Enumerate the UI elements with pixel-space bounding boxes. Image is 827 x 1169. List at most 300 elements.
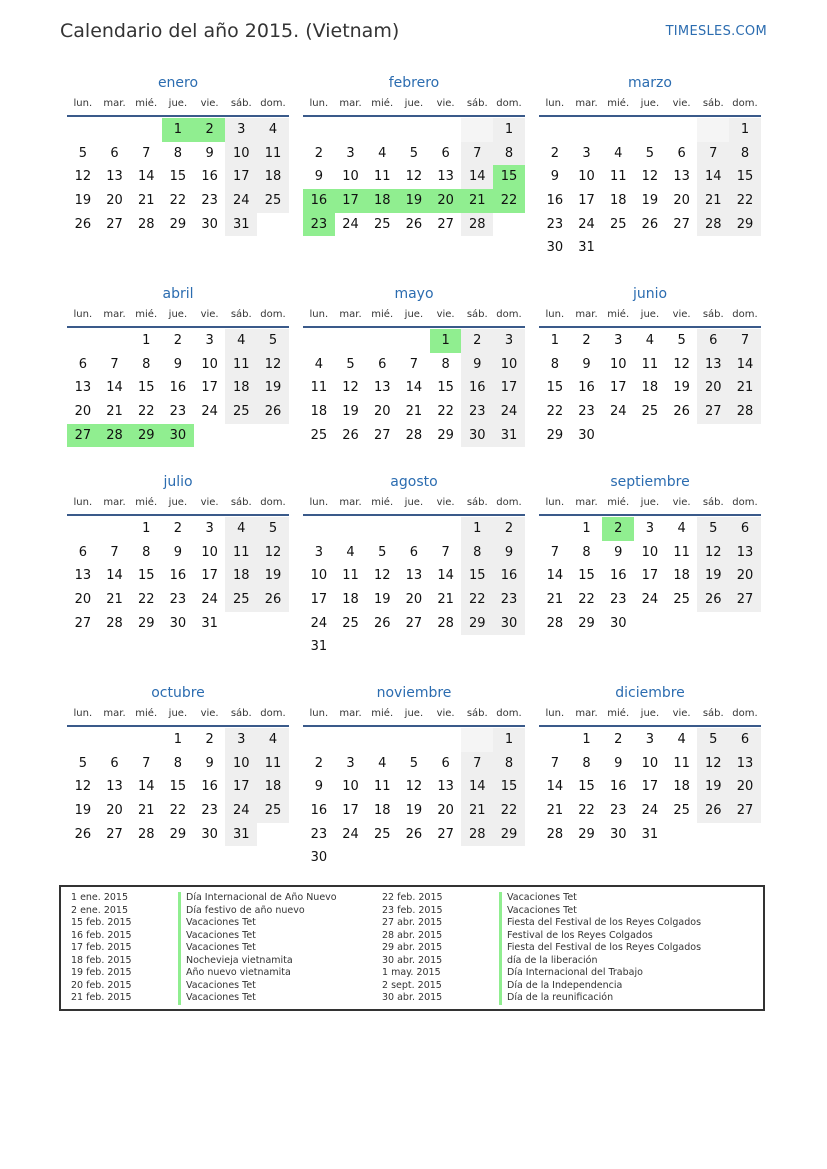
day-cell[interactable]: 18 [257, 775, 289, 799]
holiday-day-cell[interactable]: 27 [67, 424, 99, 448]
holiday-day-cell[interactable]: 15 [493, 165, 525, 189]
day-cell[interactable]: 13 [437, 169, 454, 185]
day-cell[interactable]: 11 [641, 356, 659, 372]
day-cell[interactable]: 4 [614, 145, 623, 161]
day-cell[interactable]: 28 [546, 615, 564, 631]
day-cell[interactable]: 8 [461, 541, 493, 565]
day-cell[interactable]: 24 [225, 799, 257, 823]
day-cell[interactable]: 16 [169, 380, 187, 396]
day-cell[interactable]: 21 [106, 404, 123, 420]
day-cell[interactable]: 15 [137, 568, 155, 584]
day-cell[interactable]: 30 [546, 240, 564, 256]
day-cell[interactable]: 18 [310, 404, 328, 420]
day-cell[interactable]: 14 [106, 568, 123, 584]
day-cell[interactable]: 5 [697, 728, 729, 752]
day-cell[interactable]: 28 [137, 826, 155, 842]
day-cell[interactable]: 6 [677, 145, 686, 161]
day-cell[interactable]: 24 [342, 826, 359, 842]
day-cell[interactable]: 29 [546, 427, 564, 443]
day-cell[interactable]: 4 [677, 521, 686, 536]
day-cell[interactable]: 24 [225, 189, 257, 213]
day-cell[interactable]: 13 [729, 541, 761, 565]
day-cell[interactable]: 19 [257, 376, 289, 400]
day-cell[interactable]: 3 [645, 732, 655, 747]
day-cell[interactable]: 2 [314, 755, 323, 771]
day-cell[interactable]: 14 [461, 775, 493, 799]
day-cell[interactable]: 5 [645, 145, 655, 161]
day-cell[interactable]: 19 [74, 193, 92, 209]
day-cell[interactable]: 14 [461, 165, 493, 189]
day-cell[interactable]: 6 [697, 329, 729, 353]
day-cell[interactable]: 18 [373, 803, 391, 819]
day-cell[interactable]: 16 [609, 779, 627, 795]
day-cell[interactable]: 7 [461, 142, 493, 166]
day-cell[interactable]: 6 [378, 356, 387, 372]
day-cell[interactable]: 24 [201, 592, 218, 608]
day-cell[interactable]: 2 [173, 333, 183, 348]
day-cell[interactable]: 20 [106, 803, 123, 819]
day-cell[interactable]: 18 [257, 165, 289, 189]
day-cell[interactable]: 5 [409, 145, 419, 161]
day-cell[interactable]: 24 [578, 216, 595, 232]
day-cell[interactable]: 29 [137, 615, 155, 631]
day-cell[interactable]: 9 [614, 755, 623, 771]
day-cell[interactable]: 9 [461, 353, 493, 377]
day-cell[interactable]: 27 [74, 615, 92, 631]
day-cell[interactable]: 23 [546, 216, 564, 232]
holiday-day-cell[interactable]: 23 [303, 213, 335, 237]
day-cell[interactable]: 18 [673, 568, 690, 584]
day-cell[interactable]: 7 [461, 752, 493, 776]
day-cell[interactable]: 10 [342, 169, 359, 185]
day-cell[interactable]: 7 [110, 356, 119, 372]
day-cell[interactable]: 26 [697, 588, 729, 612]
day-cell[interactable]: 20 [106, 193, 123, 209]
day-cell[interactable]: 28 [461, 823, 493, 847]
day-cell[interactable]: 27 [437, 216, 454, 232]
day-cell[interactable]: 26 [641, 216, 659, 232]
day-cell[interactable]: 31 [641, 826, 659, 842]
day-cell[interactable]: 3 [205, 521, 214, 536]
day-cell[interactable]: 26 [257, 400, 289, 424]
day-cell[interactable]: 28 [437, 615, 454, 631]
day-cell[interactable]: 18 [225, 564, 257, 588]
day-cell[interactable]: 31 [201, 615, 218, 631]
day-cell[interactable]: 26 [673, 404, 690, 420]
day-cell[interactable]: 22 [169, 193, 187, 209]
day-cell[interactable]: 8 [173, 145, 183, 161]
holiday-day-cell[interactable]: 17 [335, 189, 367, 213]
day-cell[interactable]: 24 [201, 404, 218, 420]
day-cell[interactable]: 7 [441, 544, 450, 560]
day-cell[interactable]: 26 [405, 826, 423, 842]
day-cell[interactable]: 30 [310, 850, 328, 866]
day-cell[interactable]: 14 [137, 169, 155, 185]
day-cell[interactable]: 4 [346, 544, 355, 560]
day-cell[interactable]: 17 [201, 380, 218, 396]
day-cell[interactable]: 24 [609, 404, 627, 420]
day-cell[interactable]: 25 [342, 615, 359, 631]
day-cell[interactable]: 12 [405, 169, 423, 185]
day-cell[interactable]: 27 [373, 427, 391, 443]
day-cell[interactable]: 14 [405, 380, 423, 396]
day-cell[interactable]: 15 [578, 568, 595, 584]
day-cell[interactable]: 20 [729, 564, 761, 588]
day-cell[interactable]: 16 [546, 193, 564, 209]
day-cell[interactable]: 2 [314, 145, 323, 161]
day-cell[interactable]: 11 [257, 142, 289, 166]
day-cell[interactable]: 6 [441, 755, 450, 771]
day-cell[interactable]: 5 [378, 544, 387, 560]
day-cell[interactable]: 6 [78, 544, 87, 560]
day-cell[interactable]: 18 [641, 380, 659, 396]
day-cell[interactable]: 15 [546, 380, 564, 396]
holiday-day-cell[interactable]: 2 [194, 118, 226, 142]
day-cell[interactable]: 7 [142, 145, 151, 161]
day-cell[interactable]: 12 [697, 752, 729, 776]
day-cell[interactable]: 21 [697, 189, 729, 213]
day-cell[interactable]: 7 [550, 755, 559, 771]
day-cell[interactable]: 10 [641, 544, 659, 560]
day-cell[interactable]: 9 [173, 544, 183, 560]
day-cell[interactable]: 12 [257, 541, 289, 565]
day-cell[interactable]: 25 [257, 799, 289, 823]
day-cell[interactable]: 23 [169, 592, 187, 608]
day-cell[interactable]: 8 [582, 755, 591, 771]
day-cell[interactable]: 17 [201, 568, 218, 584]
day-cell[interactable]: 16 [461, 376, 493, 400]
day-cell[interactable]: 12 [697, 541, 729, 565]
day-cell[interactable]: 16 [310, 803, 328, 819]
day-cell[interactable]: 12 [74, 779, 92, 795]
day-cell[interactable]: 3 [645, 521, 655, 536]
day-cell[interactable]: 3 [614, 333, 623, 348]
day-cell[interactable]: 14 [546, 568, 564, 584]
day-cell[interactable]: 26 [697, 799, 729, 823]
day-cell[interactable]: 2 [205, 732, 214, 747]
day-cell[interactable]: 25 [225, 588, 257, 612]
holiday-day-cell[interactable]: 30 [162, 424, 194, 448]
brand-logo[interactable]: TIMESLES.COM [665, 24, 767, 39]
day-cell[interactable]: 14 [546, 779, 564, 795]
day-cell[interactable]: 14 [137, 779, 155, 795]
day-cell[interactable]: 15 [169, 169, 187, 185]
day-cell[interactable]: 16 [169, 568, 187, 584]
day-cell[interactable]: 13 [673, 169, 690, 185]
day-cell[interactable]: 17 [493, 376, 525, 400]
day-cell[interactable]: 19 [405, 803, 423, 819]
day-cell[interactable]: 1 [582, 521, 591, 536]
day-cell[interactable]: 22 [578, 592, 595, 608]
day-cell[interactable]: 9 [582, 356, 591, 372]
day-cell[interactable]: 21 [461, 799, 493, 823]
day-cell[interactable]: 25 [641, 404, 659, 420]
day-cell[interactable]: 23 [493, 588, 525, 612]
day-cell[interactable]: 2 [461, 329, 493, 353]
day-cell[interactable]: 30 [609, 826, 627, 842]
day-cell[interactable]: 16 [201, 779, 218, 795]
day-cell[interactable]: 13 [437, 779, 454, 795]
day-cell[interactable]: 22 [437, 404, 454, 420]
day-cell[interactable]: 1 [550, 333, 559, 348]
day-cell[interactable]: 27 [729, 799, 761, 823]
day-cell[interactable]: 10 [225, 142, 257, 166]
day-cell[interactable]: 14 [437, 568, 454, 584]
day-cell[interactable]: 30 [169, 615, 187, 631]
day-cell[interactable]: 26 [405, 216, 423, 232]
day-cell[interactable]: 3 [205, 333, 214, 348]
day-cell[interactable]: 6 [409, 544, 419, 560]
day-cell[interactable]: 13 [74, 568, 92, 584]
day-cell[interactable]: 4 [257, 728, 289, 752]
holiday-day-cell[interactable]: 29 [130, 424, 162, 448]
day-cell[interactable]: 29 [578, 826, 595, 842]
day-cell[interactable]: 16 [578, 380, 595, 396]
day-cell[interactable]: 29 [169, 216, 187, 232]
day-cell[interactable]: 5 [257, 329, 289, 353]
holiday-day-cell[interactable]: 1 [162, 118, 194, 142]
day-cell[interactable]: 21 [405, 404, 423, 420]
day-cell[interactable]: 21 [546, 803, 564, 819]
day-cell[interactable]: 5 [677, 333, 686, 348]
day-cell[interactable]: 11 [373, 779, 391, 795]
day-cell[interactable]: 29 [169, 826, 187, 842]
day-cell[interactable]: 22 [578, 803, 595, 819]
day-cell[interactable]: 22 [137, 404, 155, 420]
day-cell[interactable]: 4 [378, 145, 387, 161]
day-cell[interactable]: 23 [201, 193, 218, 209]
day-cell[interactable]: 25 [225, 400, 257, 424]
day-cell[interactable]: 17 [225, 165, 257, 189]
day-cell[interactable]: 17 [310, 592, 328, 608]
day-cell[interactable]: 31 [225, 213, 257, 237]
day-cell[interactable]: 4 [225, 517, 257, 541]
day-cell[interactable]: 28 [461, 213, 493, 237]
day-cell[interactable]: 8 [142, 544, 151, 560]
day-cell[interactable]: 26 [373, 615, 391, 631]
day-cell[interactable]: 23 [310, 826, 328, 842]
day-cell[interactable]: 1 [173, 732, 183, 747]
day-cell[interactable]: 17 [225, 775, 257, 799]
day-cell[interactable]: 25 [673, 803, 690, 819]
day-cell[interactable]: 10 [493, 353, 525, 377]
holiday-day-cell[interactable]: 22 [493, 189, 525, 213]
holiday-day-cell[interactable]: 28 [99, 424, 131, 448]
day-cell[interactable]: 5 [257, 517, 289, 541]
day-cell[interactable]: 7 [142, 755, 151, 771]
day-cell[interactable]: 8 [582, 544, 591, 560]
day-cell[interactable]: 1 [142, 521, 151, 536]
day-cell[interactable]: 20 [729, 775, 761, 799]
day-cell[interactable]: 13 [106, 779, 123, 795]
day-cell[interactable]: 18 [673, 779, 690, 795]
day-cell[interactable]: 8 [142, 356, 151, 372]
day-cell[interactable]: 20 [673, 193, 690, 209]
day-cell[interactable]: 3 [225, 118, 257, 142]
day-cell[interactable]: 30 [201, 826, 218, 842]
day-cell[interactable]: 27 [697, 400, 729, 424]
day-cell[interactable]: 26 [74, 216, 92, 232]
day-cell[interactable]: 15 [578, 779, 595, 795]
day-cell[interactable]: 7 [729, 329, 761, 353]
day-cell[interactable]: 21 [546, 592, 564, 608]
day-cell[interactable]: 12 [257, 353, 289, 377]
day-cell[interactable]: 5 [409, 755, 419, 771]
day-cell[interactable]: 27 [106, 826, 123, 842]
holiday-day-cell[interactable]: 20 [430, 189, 462, 213]
day-cell[interactable]: 25 [673, 592, 690, 608]
day-cell[interactable]: 27 [673, 216, 690, 232]
holiday-day-cell[interactable]: 1 [430, 329, 462, 353]
holiday-day-cell[interactable]: 2 [602, 517, 634, 541]
holiday-day-cell[interactable]: 18 [366, 189, 398, 213]
day-cell[interactable]: 11 [225, 541, 257, 565]
day-cell[interactable]: 15 [729, 165, 761, 189]
day-cell[interactable]: 6 [110, 145, 119, 161]
day-cell[interactable]: 22 [729, 189, 761, 213]
day-cell[interactable]: 13 [729, 752, 761, 776]
day-cell[interactable]: 4 [225, 329, 257, 353]
day-cell[interactable]: 15 [137, 380, 155, 396]
day-cell[interactable]: 2 [614, 732, 623, 747]
day-cell[interactable]: 4 [314, 356, 323, 372]
day-cell[interactable]: 12 [342, 380, 359, 396]
day-cell[interactable]: 5 [697, 517, 729, 541]
day-cell[interactable]: 15 [461, 564, 493, 588]
day-cell[interactable]: 22 [169, 803, 187, 819]
day-cell[interactable]: 11 [225, 353, 257, 377]
day-cell[interactable]: 4 [378, 755, 387, 771]
day-cell[interactable]: 19 [342, 404, 359, 420]
day-cell[interactable]: 23 [201, 803, 218, 819]
day-cell[interactable]: 16 [609, 568, 627, 584]
day-cell[interactable]: 25 [310, 427, 328, 443]
day-cell[interactable]: 21 [729, 376, 761, 400]
day-cell[interactable]: 19 [697, 775, 729, 799]
day-cell[interactable]: 8 [493, 142, 525, 166]
day-cell[interactable]: 12 [673, 356, 690, 372]
day-cell[interactable]: 27 [106, 216, 123, 232]
day-cell[interactable]: 13 [106, 169, 123, 185]
day-cell[interactable]: 24 [641, 803, 659, 819]
day-cell[interactable]: 28 [546, 826, 564, 842]
day-cell[interactable]: 17 [641, 568, 659, 584]
day-cell[interactable]: 5 [78, 755, 87, 771]
day-cell[interactable]: 25 [609, 216, 627, 232]
day-cell[interactable]: 27 [437, 826, 454, 842]
day-cell[interactable]: 21 [437, 592, 454, 608]
day-cell[interactable]: 5 [346, 356, 355, 372]
day-cell[interactable]: 1 [461, 517, 493, 541]
day-cell[interactable]: 13 [697, 353, 729, 377]
day-cell[interactable]: 20 [437, 803, 454, 819]
day-cell[interactable]: 9 [314, 169, 323, 185]
day-cell[interactable]: 10 [641, 755, 659, 771]
day-cell[interactable]: 15 [169, 779, 187, 795]
day-cell[interactable]: 11 [342, 568, 359, 584]
day-cell[interactable]: 11 [673, 755, 690, 771]
day-cell[interactable]: 19 [257, 564, 289, 588]
day-cell[interactable]: 21 [137, 803, 155, 819]
day-cell[interactable]: 11 [257, 752, 289, 776]
day-cell[interactable]: 24 [641, 592, 659, 608]
day-cell[interactable]: 8 [441, 356, 450, 372]
day-cell[interactable]: 22 [493, 799, 525, 823]
day-cell[interactable]: 9 [314, 779, 323, 795]
day-cell[interactable]: 24 [342, 216, 359, 232]
day-cell[interactable]: 17 [609, 380, 627, 396]
day-cell[interactable]: 20 [373, 404, 391, 420]
day-cell[interactable]: 30 [609, 615, 627, 631]
day-cell[interactable]: 20 [697, 376, 729, 400]
day-cell[interactable]: 4 [677, 732, 686, 747]
day-cell[interactable]: 30 [493, 612, 525, 636]
day-cell[interactable]: 22 [546, 404, 564, 420]
day-cell[interactable]: 27 [729, 588, 761, 612]
day-cell[interactable]: 29 [578, 615, 595, 631]
day-cell[interactable]: 30 [578, 427, 595, 443]
day-cell[interactable]: 6 [441, 145, 450, 161]
day-cell[interactable]: 15 [437, 380, 454, 396]
day-cell[interactable]: 27 [405, 615, 423, 631]
day-cell[interactable]: 5 [78, 145, 87, 161]
day-cell[interactable]: 2 [493, 517, 525, 541]
day-cell[interactable]: 9 [614, 544, 623, 560]
day-cell[interactable]: 28 [405, 427, 423, 443]
day-cell[interactable]: 8 [550, 356, 559, 372]
day-cell[interactable]: 12 [74, 169, 92, 185]
day-cell[interactable]: 17 [641, 779, 659, 795]
day-cell[interactable]: 26 [74, 826, 92, 842]
day-cell[interactable]: 29 [461, 612, 493, 636]
day-cell[interactable]: 19 [641, 193, 659, 209]
day-cell[interactable]: 19 [74, 803, 92, 819]
day-cell[interactable]: 28 [729, 400, 761, 424]
day-cell[interactable]: 2 [173, 521, 183, 536]
day-cell[interactable]: 12 [373, 568, 391, 584]
day-cell[interactable]: 29 [729, 213, 761, 237]
holiday-day-cell[interactable]: 21 [461, 189, 493, 213]
holiday-day-cell[interactable]: 19 [398, 189, 430, 213]
day-cell[interactable]: 3 [346, 145, 355, 161]
day-cell[interactable]: 6 [78, 356, 87, 372]
day-cell[interactable]: 31 [578, 240, 595, 256]
day-cell[interactable]: 6 [729, 517, 761, 541]
day-cell[interactable]: 23 [169, 404, 187, 420]
day-cell[interactable]: 10 [225, 752, 257, 776]
day-cell[interactable]: 12 [405, 779, 423, 795]
day-cell[interactable]: 8 [173, 755, 183, 771]
day-cell[interactable]: 8 [493, 752, 525, 776]
day-cell[interactable]: 25 [373, 216, 391, 232]
day-cell[interactable]: 11 [673, 544, 690, 560]
day-cell[interactable]: 2 [550, 145, 559, 161]
day-cell[interactable]: 17 [342, 803, 359, 819]
day-cell[interactable]: 28 [697, 213, 729, 237]
day-cell[interactable]: 31 [225, 823, 257, 847]
day-cell[interactable]: 7 [409, 356, 419, 372]
day-cell[interactable]: 20 [405, 592, 423, 608]
day-cell[interactable]: 11 [310, 380, 328, 396]
day-cell[interactable]: 24 [310, 615, 328, 631]
day-cell[interactable]: 10 [609, 356, 627, 372]
day-cell[interactable]: 26 [342, 427, 359, 443]
day-cell[interactable]: 6 [110, 755, 119, 771]
day-cell[interactable]: 1 [493, 728, 525, 752]
day-cell[interactable]: 9 [493, 541, 525, 565]
day-cell[interactable]: 6 [729, 728, 761, 752]
day-cell[interactable]: 30 [201, 216, 218, 232]
